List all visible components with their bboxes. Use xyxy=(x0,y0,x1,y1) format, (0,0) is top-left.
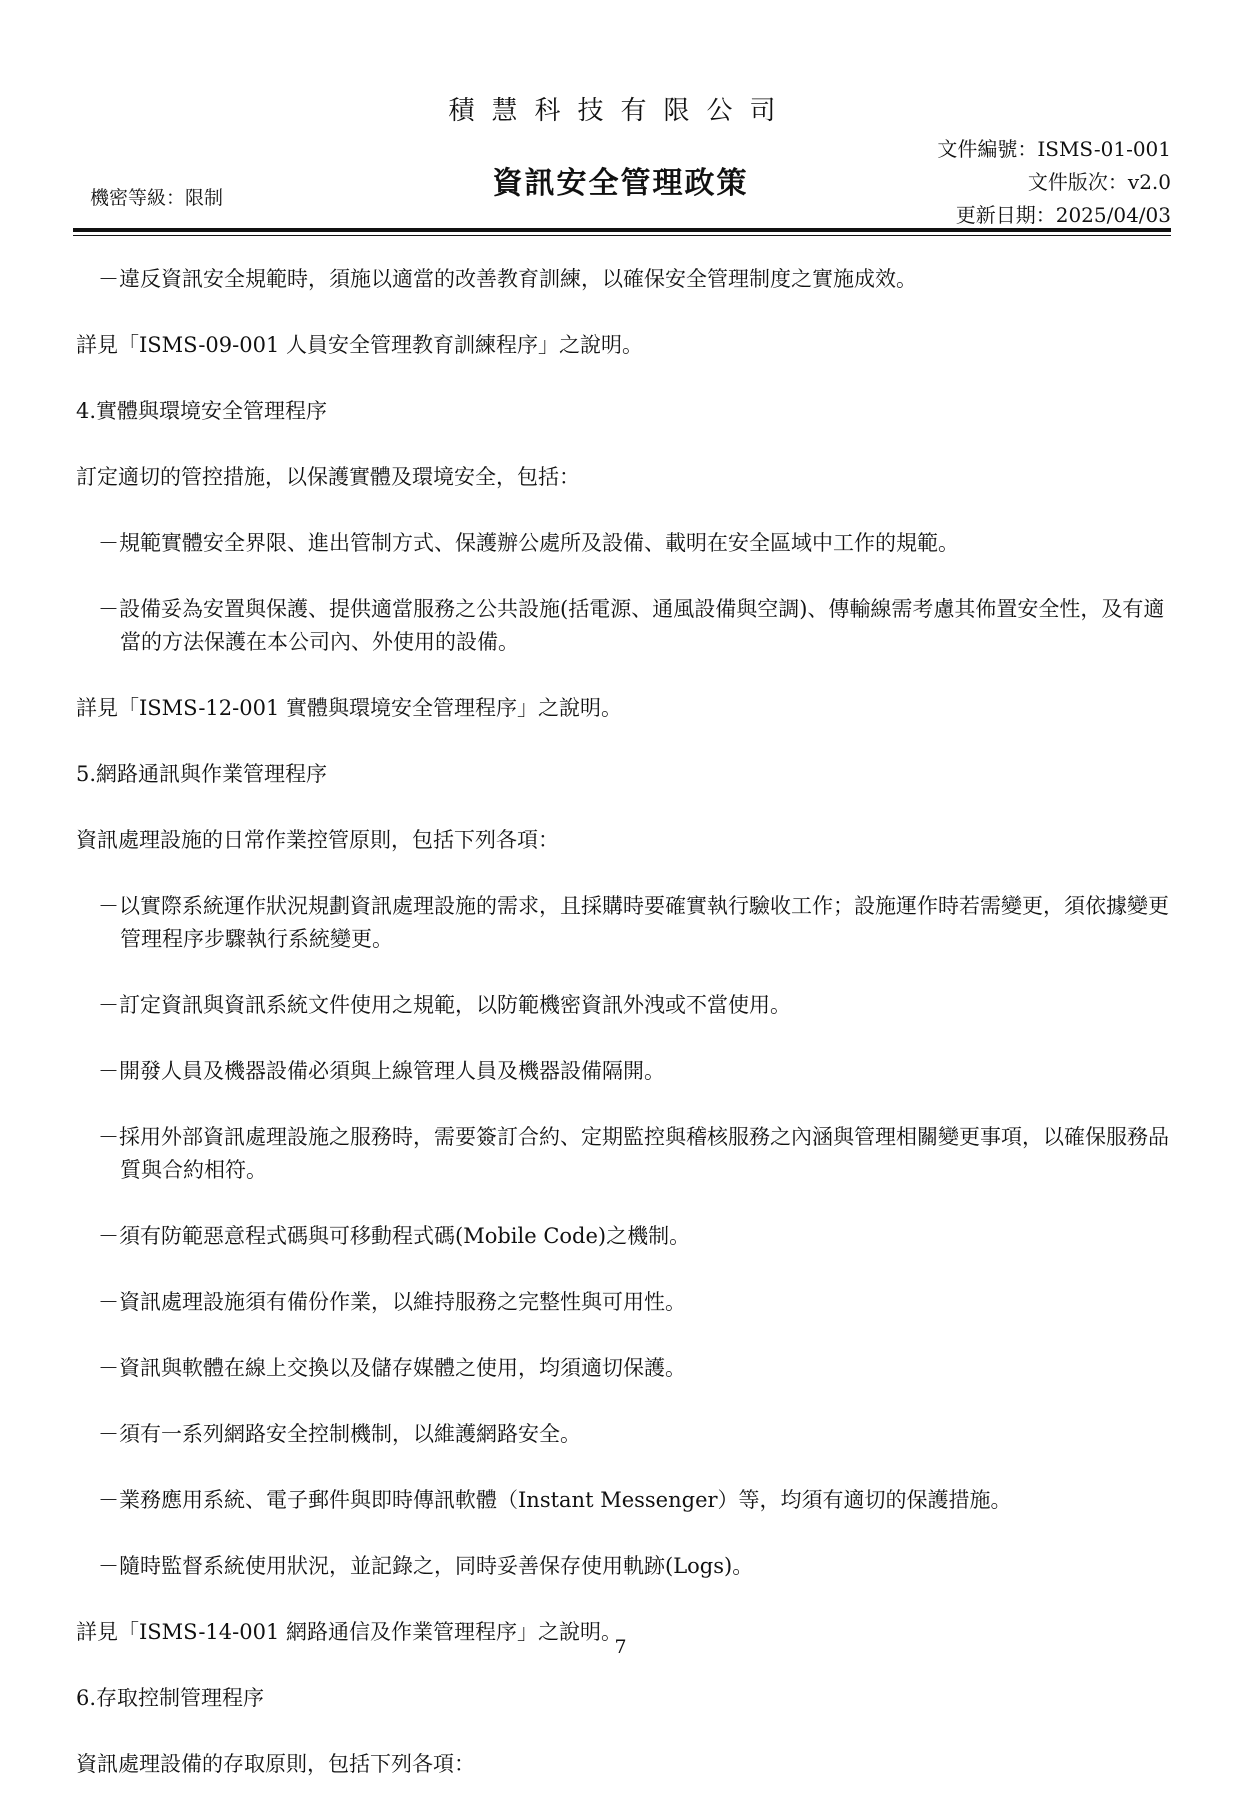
document-meta xyxy=(937,133,1171,232)
paragraph: 訂定適切的管控措施，以保護實體及環境安全，包括： xyxy=(76,465,580,489)
bullet-item: －訂定資訊與資訊系統文件使用之規範，以防範機密資訊外洩或不當使用。 xyxy=(98,993,791,1017)
bullet-item: －資訊處理設施須有備份作業，以維持服務之完整性與可用性。 xyxy=(98,1290,686,1314)
bullet-item: －須有一系列網路安全控制機制，以維護網路安全。 xyxy=(98,1422,581,1446)
reference-line: 詳見「ISMS-12-001 實體與環境安全管理程序」之說明。 xyxy=(76,696,623,720)
section-heading: 6.存取控制管理程序 xyxy=(76,1686,265,1710)
section-heading: 5.網路通訊與作業管理程序 xyxy=(76,762,328,786)
company-name: 積慧科技有限公司 xyxy=(448,96,793,126)
update-date: 更新日期：2025/04/03 xyxy=(955,203,1171,227)
bullet-item: －違反資訊安全規範時，須施以適當的改善教育訓練，以確保安全管理制度之實施成效。 xyxy=(98,267,917,291)
bullet-item: －設備妥為安置與保護、提供適當服務之公共設施(括電源、通風設備與空調)、傳輸線需考慮其佈置安全性，及有適當的方法保護在本公司內、外使用的設備。 xyxy=(98,597,1165,654)
reference-line: 詳見「ISMS-09-001 人員安全管理教育訓練程序」之說明。 xyxy=(76,333,644,357)
document-title: 資訊安全管理政策 xyxy=(492,166,749,201)
classification-label: 機密等級：限制 xyxy=(90,187,224,209)
paragraph: 資訊處理設施的日常作業控管原則，包括下列各項： xyxy=(76,828,559,852)
bullet-item: －採用外部資訊處理設施之服務時，需要簽訂合約、定期監控與稽核服務之內涵與管理相關變更事項，以確保服務品質與合約相符。 xyxy=(98,1125,1169,1182)
document-body xyxy=(76,263,1176,1814)
doc-version: 文件版次：v2.0 xyxy=(1027,170,1171,194)
paragraph: 資訊處理設備的存取原則，包括下列各項： xyxy=(76,1752,475,1776)
reference-line: 詳見「ISMS-14-001 網路通信及作業管理程序」之說明。 xyxy=(76,1620,623,1644)
section-heading: 4.實體與環境安全管理程序 xyxy=(76,399,328,423)
bullet-item: －規範實體安全界限、進出管制方式、保護辦公處所及設備、載明在安全區域中工作的規範。 xyxy=(98,531,959,555)
bullet-item: －以實際系統運作狀況規劃資訊處理設施的需求，且採購時要確實執行驗收工作；設施運作時若需變更，須依據變更管理程序步驟執行系統變更。 xyxy=(98,894,1169,951)
header-divider-thin xyxy=(73,235,1171,236)
bullet-item: －業務應用系統、電子郵件與即時傳訊軟體（Instant Messenger）等，均須有適切的保護措施。 xyxy=(98,1488,1012,1512)
doc-number: 文件編號：ISMS-01-001 xyxy=(937,137,1171,161)
page-number: 7 xyxy=(614,1636,627,1658)
bullet-item: －開發人員及機器設備必須與上線管理人員及機器設備隔開。 xyxy=(98,1059,665,1083)
header-divider-thick xyxy=(73,228,1171,232)
bullet-item: －須有防範惡意程式碼與可移動程式碼(Mobile Code)之機制。 xyxy=(98,1224,691,1248)
bullet-item: －資訊與軟體在線上交換以及儲存媒體之使用，均須適切保護。 xyxy=(98,1356,686,1380)
bullet-item: －隨時監督系統使用狀況，並記錄之，同時妥善保存使用軌跡(Logs)。 xyxy=(98,1554,754,1578)
